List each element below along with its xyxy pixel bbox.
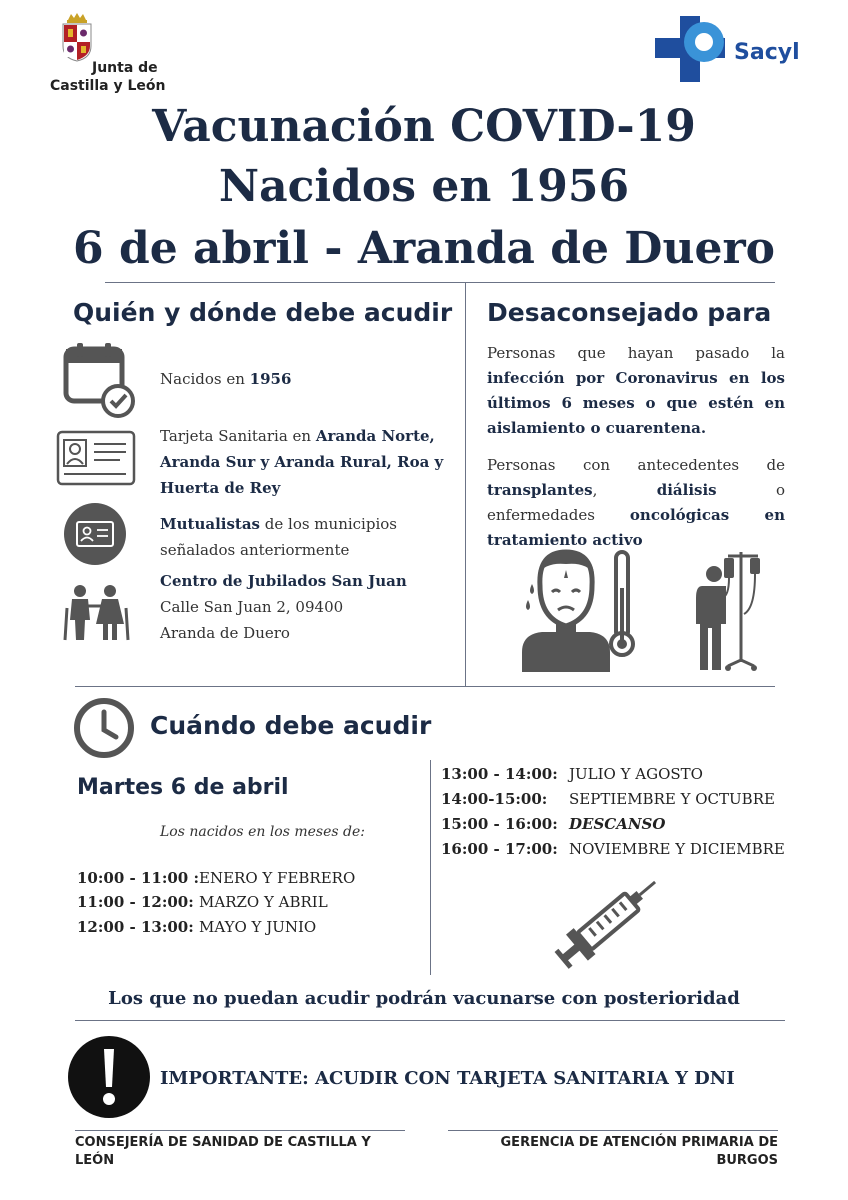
column-divider bbox=[430, 760, 431, 975]
slot-time: 11:00 - 12:00: bbox=[77, 893, 194, 911]
schedule-row bbox=[77, 893, 417, 917]
sick-person-thermometer-icon bbox=[520, 548, 640, 672]
mutualistas-desc: de los municipios señalados anteriormente bbox=[160, 515, 397, 559]
schedule-row bbox=[441, 815, 801, 839]
schedule-row bbox=[77, 869, 417, 893]
schedule-row bbox=[441, 840, 801, 864]
junta-castilla-leon-logo bbox=[50, 12, 185, 94]
slot-time: 14:00-15:00: bbox=[441, 790, 548, 808]
p1-bold: infección por Coronavirus en los últimos 6 meses o que estén en aislamiento o cuarentena. bbox=[487, 369, 785, 437]
schedule-row bbox=[77, 918, 417, 942]
slot-time: 12:00 - 13:00: bbox=[77, 918, 194, 936]
slot-months: SEPTIEMBRE Y OCTUBRE bbox=[569, 790, 775, 808]
footer-right bbox=[448, 1134, 778, 1170]
calendar-check-icon bbox=[62, 343, 138, 419]
slot-time: 15:00 - 16:00: bbox=[441, 815, 558, 833]
schedule-row bbox=[441, 765, 801, 789]
card-areas: Aranda Norte, Aranda Sur y Aranda Rural, Roa y Huerta de Rey bbox=[160, 427, 444, 497]
jcyl-logo-line2: Castilla y León bbox=[50, 78, 166, 94]
divider bbox=[75, 1130, 405, 1131]
sacyl-cross-icon bbox=[655, 14, 727, 86]
p2-dialisis: diálisis bbox=[656, 481, 717, 499]
months-note: Los nacidos en los meses de: bbox=[160, 824, 365, 840]
desaconsejado-p2 bbox=[487, 453, 785, 553]
slot-time: 13:00 - 14:00: bbox=[441, 765, 558, 783]
exclamation-icon bbox=[67, 1035, 151, 1119]
slot-time: 10:00 - 11:00 : bbox=[77, 869, 199, 887]
sacyl-logo bbox=[655, 14, 805, 86]
slot-months: ENERO Y FEBRERO bbox=[199, 869, 356, 887]
slot-months: MARZO Y ABRIL bbox=[199, 893, 328, 911]
title-line-3: 6 de abril - Aranda de Duero bbox=[73, 223, 775, 274]
item-location bbox=[160, 568, 450, 646]
slot-months: NOVIEMBRE Y DICIEMBRE bbox=[569, 840, 785, 858]
health-card-icon bbox=[56, 430, 136, 486]
coat-of-arms-icon bbox=[60, 12, 94, 62]
p2-sep: , bbox=[592, 481, 657, 499]
iv-stand-patient-icon bbox=[692, 548, 762, 672]
footer-right-line1: GERENCIA DE ATENCIÓN PRIMARIA DE bbox=[500, 1135, 778, 1150]
important-note: IMPORTANTE: ACUDIR CON TARJETA SANITARIA Y DNI bbox=[160, 1068, 735, 1089]
born-label: Nacidos en bbox=[160, 370, 250, 388]
cuando-heading: Cuándo debe acudir bbox=[150, 711, 432, 740]
divider bbox=[105, 282, 775, 283]
footer-right-line2: BURGOS bbox=[716, 1153, 778, 1168]
footer-left-line2: LEÓN bbox=[75, 1153, 115, 1168]
p2-transplantes: transplantes bbox=[487, 481, 593, 499]
desaconsejado-p1 bbox=[487, 341, 785, 441]
slot-break: DESCANSO bbox=[569, 815, 666, 833]
location-address-1: Calle San Juan 2, 09400 bbox=[160, 598, 344, 616]
quien-heading: Quién y dónde debe acudir bbox=[73, 298, 453, 327]
divider bbox=[448, 1130, 778, 1131]
title-line-2: Nacidos en 1956 bbox=[218, 161, 630, 212]
jcyl-logo-line1: Junta de bbox=[92, 60, 158, 76]
p2-oncologicas: oncológicas en tratamiento activo bbox=[487, 506, 785, 549]
p2-text-a: Personas con antecedentes de bbox=[487, 456, 785, 474]
title-line-1: Vacunación COVID-19 bbox=[152, 101, 696, 152]
footer-left-line1: CONSEJERÍA DE SANIDAD DE CASTILLA Y bbox=[75, 1135, 371, 1150]
location-address-2: Aranda de Duero bbox=[160, 624, 290, 642]
card-label: Tarjeta Sanitaria en bbox=[160, 427, 316, 445]
elderly-couple-icon bbox=[60, 584, 132, 642]
p1-text: Personas que hayan pasado la bbox=[487, 344, 785, 362]
later-note: Los que no puedan acudir podrán vacunarse con posterioridad bbox=[108, 988, 740, 1009]
mutualistas-label: Mutualistas bbox=[160, 515, 260, 533]
column-divider bbox=[465, 282, 466, 687]
schedule-day: Martes 6 de abril bbox=[77, 775, 289, 800]
schedule-row bbox=[441, 790, 801, 814]
slot-months: JULIO Y AGOSTO bbox=[569, 765, 703, 783]
divider bbox=[75, 1020, 785, 1021]
sacyl-logo-text: Sacyl bbox=[734, 40, 800, 65]
slot-months: MAYO Y JUNIO bbox=[199, 918, 317, 936]
syringe-icon bbox=[548, 866, 670, 978]
id-card-circle-icon bbox=[63, 502, 127, 566]
item-health-card bbox=[160, 423, 460, 501]
born-year: 1956 bbox=[249, 370, 292, 388]
p2-text-b: o enfermedades bbox=[487, 481, 785, 524]
item-mutualistas bbox=[160, 511, 450, 563]
divider bbox=[75, 686, 775, 687]
item-born-year bbox=[160, 366, 450, 392]
location-title: Centro de Jubilados San Juan bbox=[160, 572, 407, 590]
desaconsejado-heading: Desaconsejado para bbox=[487, 298, 772, 327]
clock-icon bbox=[73, 697, 135, 759]
slot-time: 16:00 - 17:00: bbox=[441, 840, 558, 858]
footer-left bbox=[75, 1134, 415, 1170]
